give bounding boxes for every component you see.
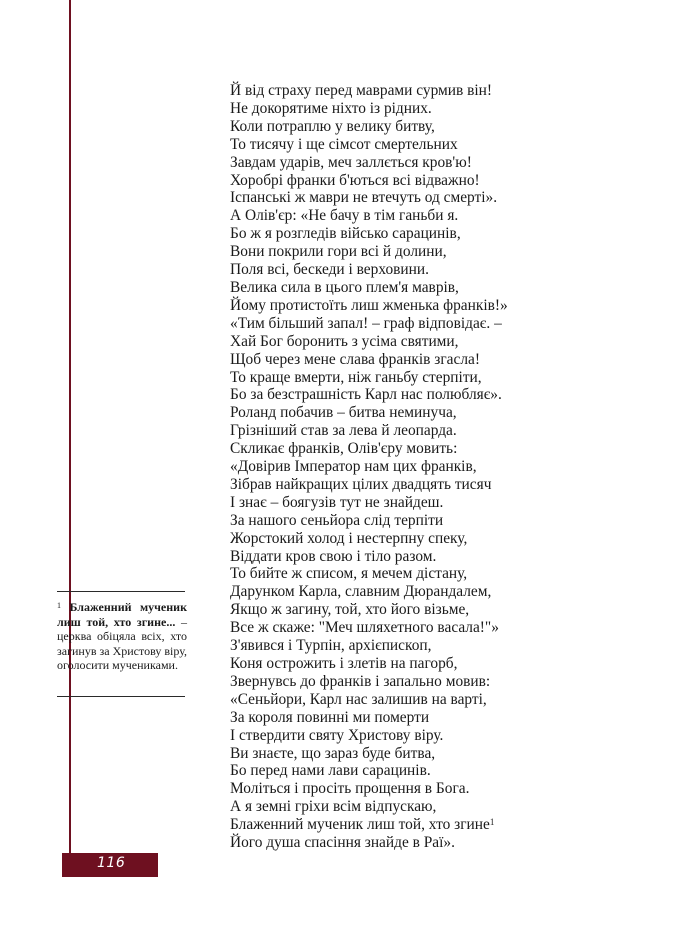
margin-rule xyxy=(69,0,71,876)
poem-line: Моліться і просіть прощення в Бога. xyxy=(230,780,470,798)
poem-line: Бо перед нами лави сарацинів. xyxy=(230,762,431,780)
poem-line: То краще вмерти, ніж ганьбу стерпіти, xyxy=(230,368,482,386)
poem-line: Не докорятиме ніхто із рідних. xyxy=(230,99,432,117)
poem-line: Скликає франків, Олів'єру мовить: xyxy=(230,440,458,458)
poem-footnote-marker: 1 xyxy=(489,817,495,828)
poem-line: Роланд побачив – битва неминуча, xyxy=(230,404,457,422)
poem-line: А я земні гріхи всім відпускаю, xyxy=(230,798,437,816)
poem-line: Блаженний мученик лиш той, хто згине$^1$ xyxy=(230,816,495,834)
poem-line: З'явився і Турпін, архієпископ, xyxy=(230,637,432,655)
poem-line: А Олів'єр: «Не бачу в тім ганьби я. xyxy=(230,207,459,225)
footnote xyxy=(57,600,187,673)
footnote-rule-top xyxy=(57,591,185,592)
poem-line: І знає – боягузів тут не знайдеш. xyxy=(230,493,444,511)
footnote-marker: 1 xyxy=(57,601,61,610)
poem-line: Щоб через мене слава франків згасла! xyxy=(230,350,480,368)
page-number: 116 xyxy=(97,855,126,871)
poem-line: Звернувсь до франків і запально мовив: xyxy=(230,672,491,690)
poem-line: Ви знаєте, що зараз буде битва, xyxy=(230,744,436,762)
poem-line: То тисячу і ще сімсот смертельних xyxy=(230,135,458,153)
poem-line: «Довірив Імператор нам цих франків, xyxy=(230,458,477,476)
poem-line: Іспанські ж маври не втечуть од смерті». xyxy=(230,189,498,207)
poem-line: То бийте ж списом, я мечем дістану, xyxy=(230,565,468,583)
poem-line: Й від страху перед маврами сурмив він! xyxy=(230,82,493,99)
footnote-rule-bottom xyxy=(57,696,185,697)
poem-line: «Тим більший запал! – граф відповідає. – xyxy=(230,314,502,332)
poem-line: Дарунком Карла, славним Дюрандалем, xyxy=(230,583,492,601)
poem-line: Вони покрили гори всі й долини, xyxy=(230,243,447,261)
poem-line: І ствердити святу Христову віру. xyxy=(230,726,444,744)
poem-line: Коли потраплю у велику битву, xyxy=(230,117,435,135)
poem-line: Йому протистоїть лиш жменька франків!» xyxy=(230,296,508,314)
poem-line: Якщо ж загину, той, хто його візьме, xyxy=(230,601,470,619)
poem-line: Бо ж я розгледів військо сарацинів, xyxy=(230,225,461,243)
poem-line: Завдам ударів, меч заллється кров'ю! xyxy=(230,153,472,171)
poem-line: За короля повинні ми померти xyxy=(230,708,430,726)
poem-line: Жорстокий холод і нестерпну спеку, xyxy=(230,529,468,547)
poem-line: Його душа спасіння знайде в Раї». xyxy=(230,834,455,852)
poem-line: Велика сила в цього плем'я маврів, xyxy=(230,278,459,296)
poem-line: «Сеньйори, Карл нас залишив на варті, xyxy=(230,690,487,708)
poem-line: За нашого сеньйора слід терпіти xyxy=(230,511,444,529)
poem-line: Коня острожить і злетів на пагорб, xyxy=(230,655,458,672)
poem-line: Все ж скаже: "Меч шляхетного васала!"» xyxy=(230,619,499,637)
poem-text xyxy=(230,82,508,852)
footnote-explanation: – церква обіцяла всіх, хто загинув за Христову віру, оголосити мучениками. xyxy=(57,614,188,673)
poem-line: Зібрав найкращих цілих двадцять тисяч xyxy=(230,475,492,493)
footnote-term: Блаженний мученик лиш той, хто згине... xyxy=(57,600,188,629)
poem-line: Хай Бог боронить з усіма святими, xyxy=(230,332,459,350)
poem-line: Грізніший став за лева й леопарда. xyxy=(230,422,457,440)
poem-line: Хоробрі франки б'ються всі відважно! xyxy=(230,171,480,189)
poem-line: Поля всі, бескеди і верховини. xyxy=(230,261,429,279)
poem-line: Бо за безстрашність Карл нас полюбляє». xyxy=(230,386,502,404)
poem-line: Віддати кров свою і тіло разом. xyxy=(230,547,437,565)
